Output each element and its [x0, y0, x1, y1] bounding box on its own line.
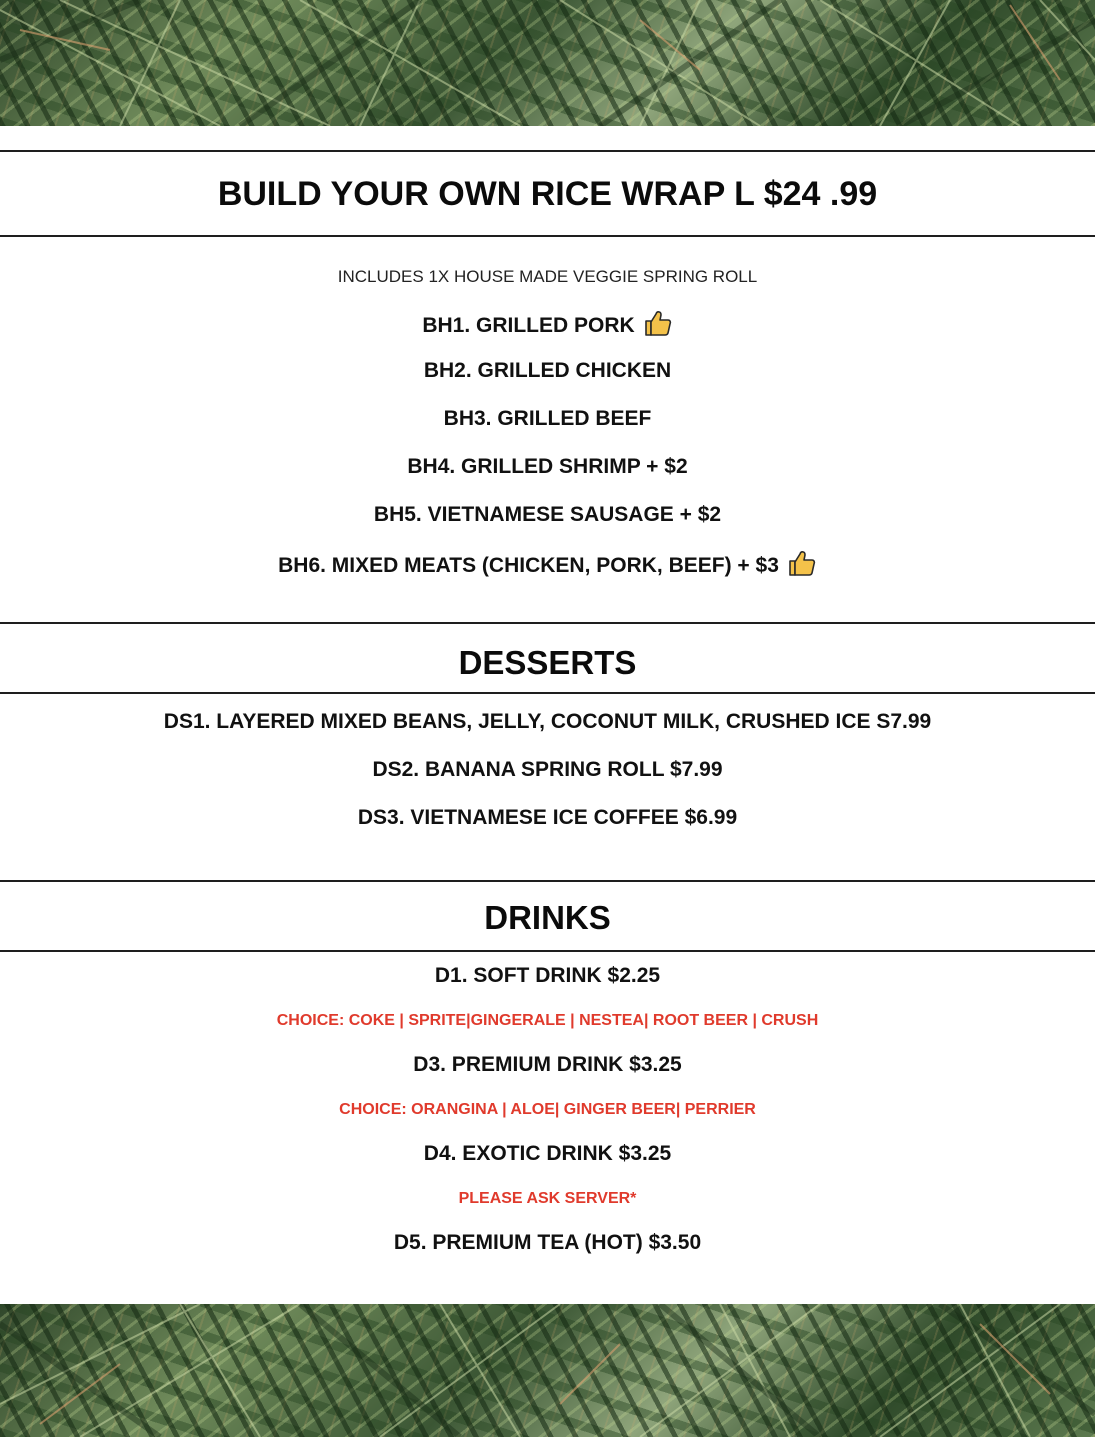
- menu-item-d3: D3. PREMIUM DRINK $3.25: [413, 1053, 682, 1076]
- menu-item-d1: D1. SOFT DRINK $2.25: [434, 964, 661, 987]
- menu-item-bh5: BH5. VIETNAMESE SAUSAGE + $2: [373, 503, 722, 526]
- menu-item-ds2: DS2. BANANA SPRING ROLL $7.99: [372, 758, 723, 781]
- menu-item-bh3: BH3. GRILLED BEEF: [443, 407, 652, 430]
- thumbs-up-icon: [643, 308, 673, 347]
- menu-item-label: BH1. GRILLED PORK: [422, 314, 635, 337]
- divider: [0, 235, 1095, 237]
- choice-note-d1: CHOICE: COKE | SPRITE|GINGERALE | NESTEA| ROOT BEER | CRUSH: [276, 1012, 819, 1029]
- divider: [0, 950, 1095, 952]
- thumbs-up-icon: [787, 548, 817, 587]
- divider: [0, 150, 1095, 152]
- menu-item-bh6: [0, 548, 1095, 587]
- palm-leaf-banner-top: [0, 0, 1095, 126]
- choice-note-d3: CHOICE: ORANGINA | ALOE| GINGER BEER| PERRIER: [339, 1101, 756, 1118]
- menu-item-d5: D5. PREMIUM TEA (HOT) $3.50: [393, 1231, 702, 1254]
- menu-item-bh2: BH2. GRILLED CHICKEN: [423, 359, 672, 382]
- section-title-drinks: DRINKS: [484, 899, 611, 936]
- menu-item-d4: D4. EXOTIC DRINK $3.25: [423, 1142, 672, 1165]
- divider: [0, 880, 1095, 882]
- palm-leaf-banner-bottom: [0, 1304, 1095, 1437]
- menu-item-ds1: DS1. LAYERED MIXED BEANS, JELLY, COCONUT MILK, CRUSHED ICE S7.99: [163, 710, 932, 733]
- menu-item-bh4: BH4. GRILLED SHRIMP + $2: [407, 455, 688, 478]
- section-title-rice-wrap: BUILD YOUR OWN RICE WRAP L $24 .99: [217, 175, 878, 213]
- rice-wrap-note: INCLUDES 1X HOUSE MADE VEGGIE SPRING ROLL: [337, 267, 758, 286]
- menu-item-ds3: DS3. VIETNAMESE ICE COFFEE $6.99: [357, 806, 738, 829]
- divider: [0, 692, 1095, 694]
- section-title-desserts: DESSERTS: [458, 644, 637, 681]
- menu-item-label: BH6. MIXED MEATS (CHICKEN, PORK, BEEF) + $3: [278, 554, 779, 577]
- menu-item-bh1: [0, 308, 1095, 347]
- choice-note-d4: PLEASE ASK SERVER*: [458, 1190, 637, 1207]
- divider: [0, 622, 1095, 624]
